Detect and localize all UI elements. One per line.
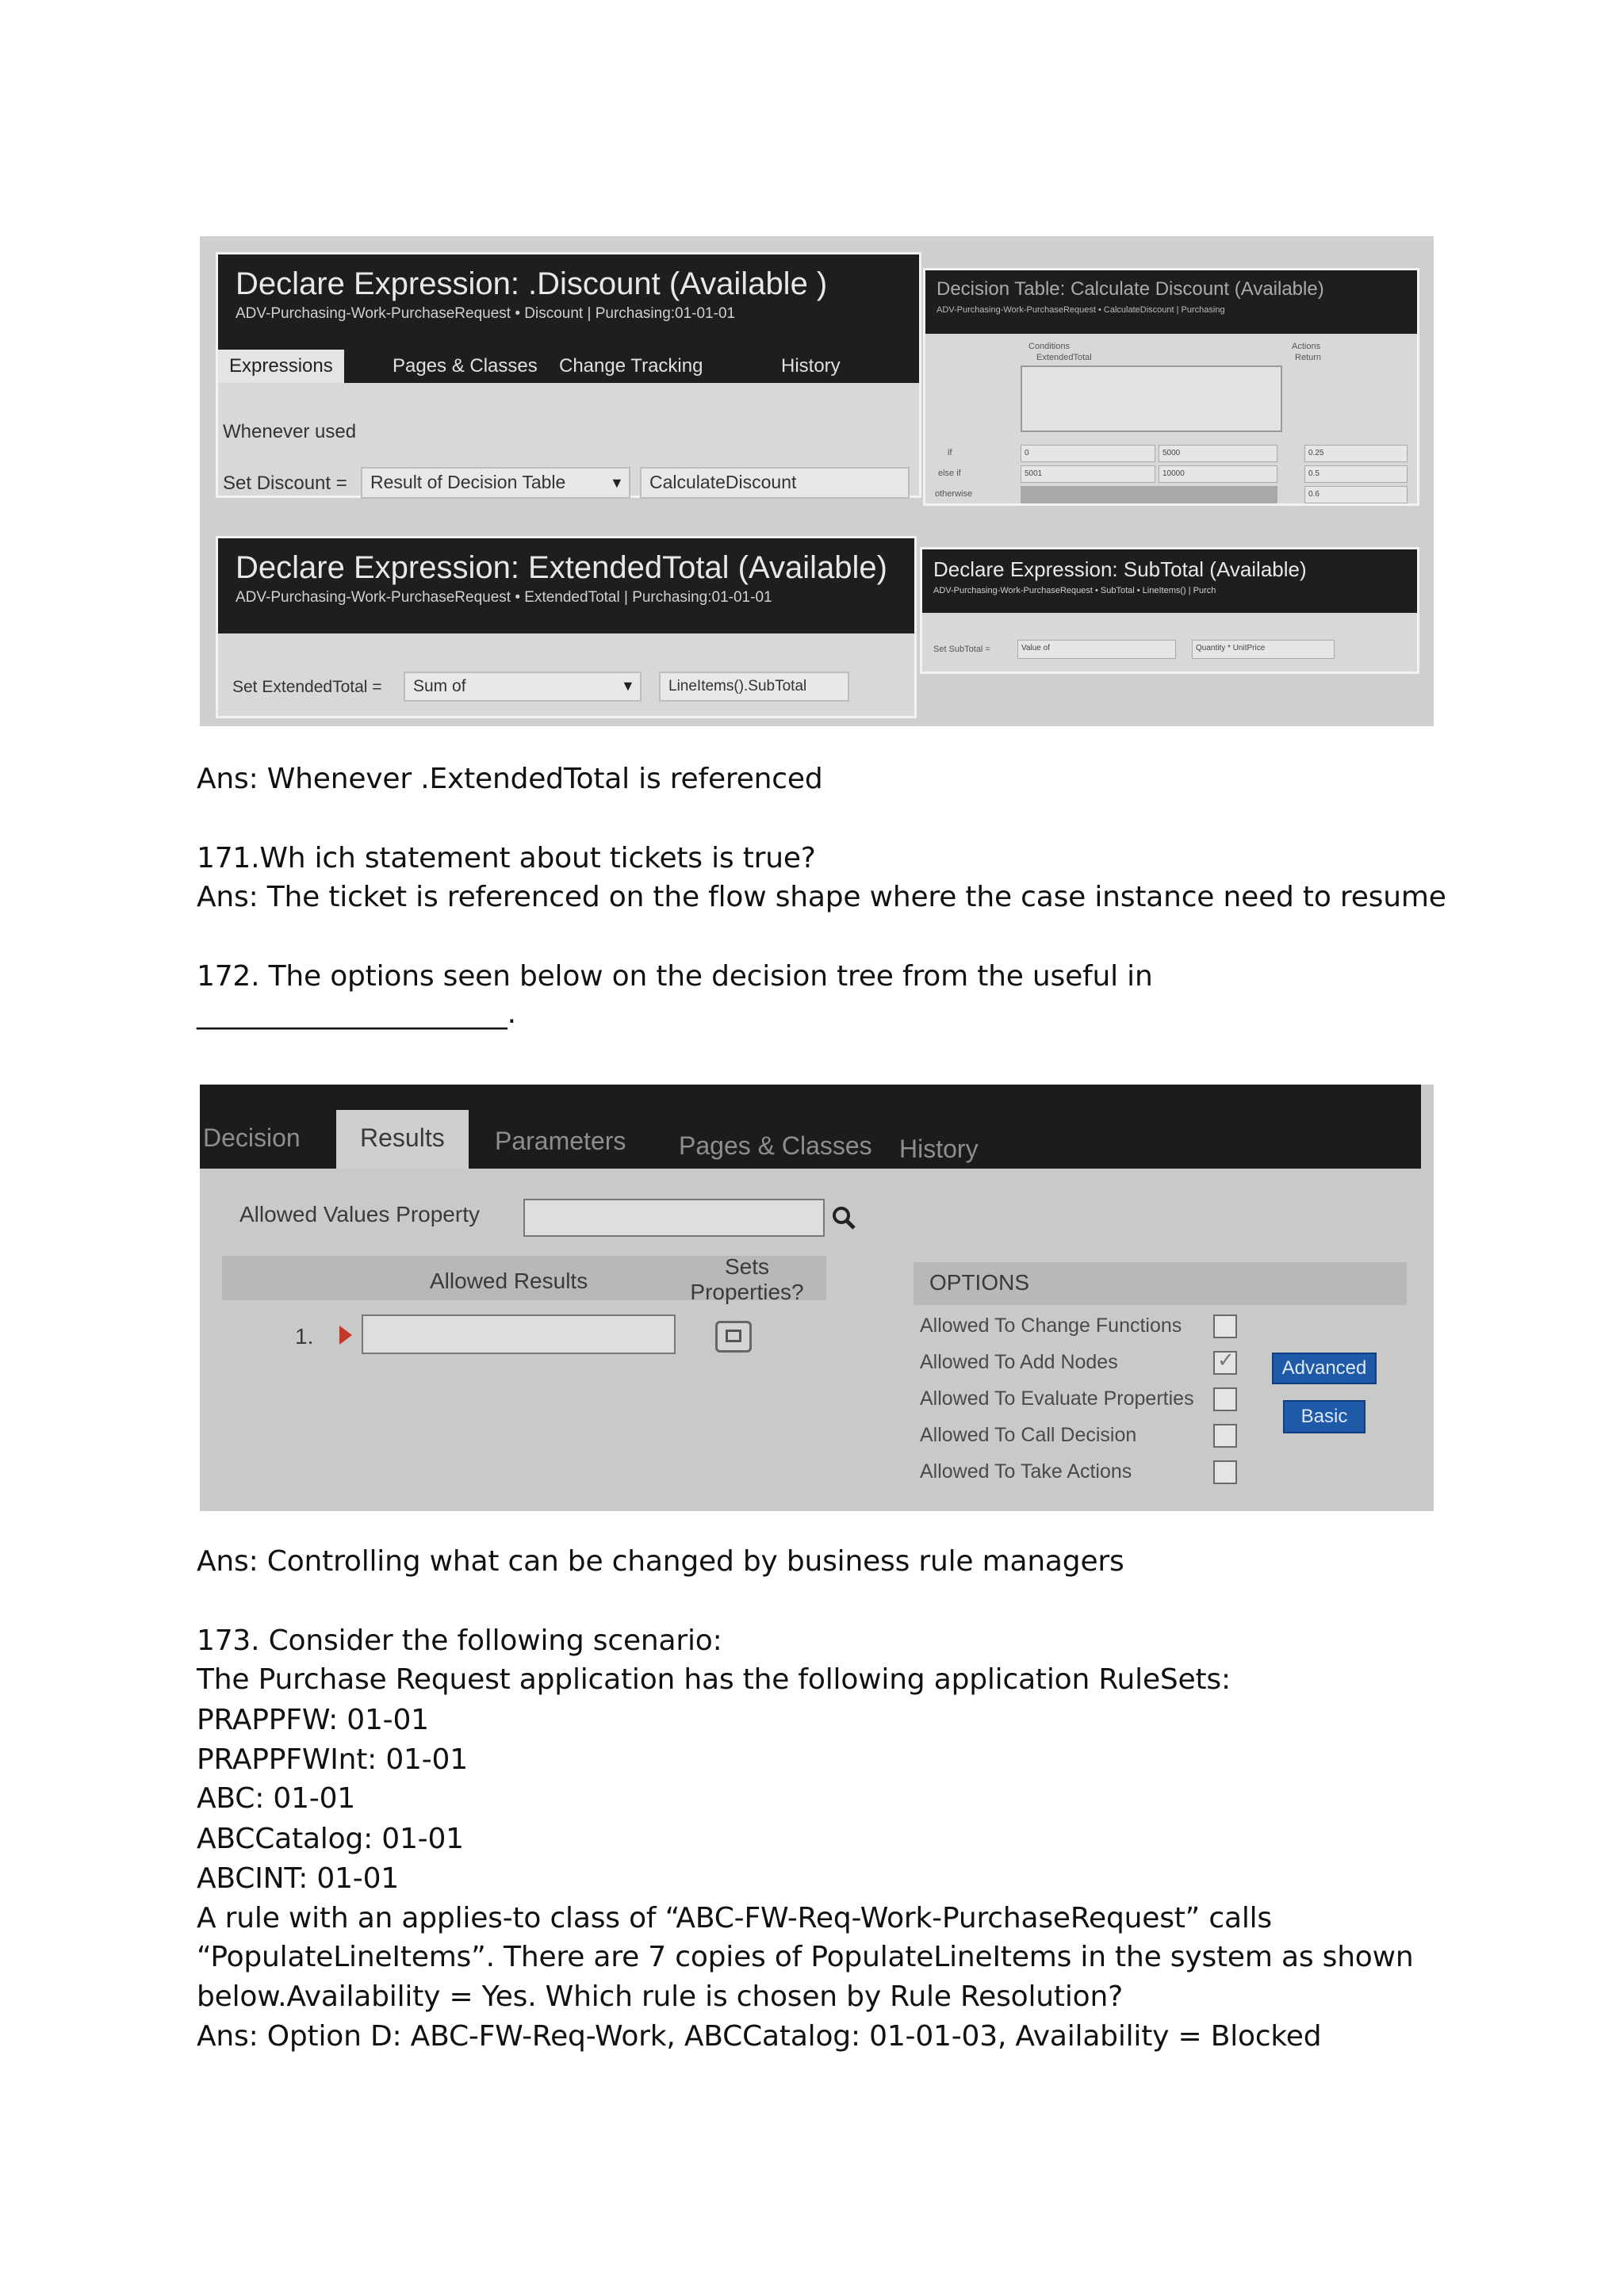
subtotal-panel-header — [922, 549, 1417, 613]
discount-panel-subtitle: ADV-Purchasing-Work-PurchaseRequest • Discount | Purchasing:01-01-01 — [236, 305, 736, 322]
square-icon — [726, 1330, 741, 1342]
advanced-button[interactable]: Advanced — [1272, 1353, 1377, 1384]
question-173: 173. Consider the following scenario: — [197, 1624, 722, 1657]
row-condition-label: else if — [938, 469, 961, 478]
tab-parameters[interactable]: Parameters — [495, 1127, 626, 1155]
options-header: OPTIONS — [929, 1270, 1030, 1295]
extended-panel-subtitle: ADV-Purchasing-Work-PurchaseRequest • ExtendedTotal | Purchasing:01-01-01 — [236, 589, 772, 606]
row-number: 1. — [295, 1324, 314, 1349]
extended-panel-header — [218, 538, 914, 633]
option-change-functions-checkbox[interactable] — [1213, 1314, 1237, 1338]
subtotal-panel — [920, 547, 1419, 674]
tab-change-tracking[interactable]: Change Tracking — [559, 355, 703, 377]
option-take-actions-checkbox[interactable] — [1213, 1460, 1237, 1484]
chevron-down-icon: ▼ — [621, 678, 635, 694]
row-expand-arrow[interactable] — [339, 1326, 352, 1345]
decision-table-subtitle: ADV-Purchasing-Work-PurchaseRequest • CalculateDiscount | Purchasing — [936, 305, 1225, 315]
ruleset-2: PRAPPFWInt: 01-01 — [197, 1743, 468, 1776]
tab-expressions[interactable]: Expressions — [218, 350, 344, 383]
discount-panel-title: Declare Expression: .Discount (Available ) — [236, 266, 828, 301]
extended-function-select[interactable]: Sum of — [404, 672, 642, 702]
row-condition-label: if — [948, 448, 952, 457]
rules-screenshot-decision-results — [200, 1085, 1434, 1511]
rules-screenshot-declare-expressions — [200, 236, 1434, 726]
subtotal-function-select[interactable]: Value of — [1017, 640, 1176, 659]
set-discount-label: Set Discount = — [223, 473, 347, 494]
option-evaluate-properties: Allowed To Evaluate Properties — [920, 1387, 1194, 1410]
conditions-label: Conditions — [1028, 342, 1070, 351]
table-row — [932, 465, 1415, 484]
sets-properties-button[interactable] — [715, 1321, 752, 1353]
row-from-cell[interactable]: 5001 — [1021, 465, 1155, 483]
return-label: Return — [1295, 353, 1322, 362]
discount-tab-bar — [218, 350, 919, 383]
discount-value-field[interactable]: CalculateDiscount — [640, 467, 910, 499]
whenever-label: Whenever used — [223, 421, 357, 442]
option-take-actions: Allowed To Take Actions — [920, 1460, 1132, 1483]
question-172: 172. The options seen below on the decision tree from the useful in — [197, 960, 1153, 993]
answer-text: Ans: Whenever .ExtendedTotal is referenced — [197, 763, 823, 795]
set-extended-label: Set ExtendedTotal = — [232, 678, 382, 696]
scenario-line-4: below.Availability = Yes. Which rule is chosen by Rule Resolution? — [197, 1980, 1123, 2013]
row-to-cell[interactable]: 5000 — [1159, 445, 1277, 462]
sets-properties-header: Sets Properties? — [690, 1254, 804, 1304]
extended-value-field[interactable]: LineItems().SubTotal — [659, 672, 849, 702]
ruleset-4: ABCCatalog: 01-01 — [197, 1823, 464, 1855]
allowed-results-header: Allowed Results — [430, 1269, 588, 1293]
table-grid — [1021, 365, 1282, 432]
allowed-values-label: Allowed Values Property — [239, 1202, 480, 1226]
scenario-line-3: “PopulateLineItems”. There are 7 copies of PopulateLineItems in the system as shown — [197, 1941, 1414, 1973]
table-row — [932, 445, 1415, 464]
option-add-nodes: Allowed To Add Nodes — [920, 1351, 1118, 1373]
row-return-cell[interactable]: 0.25 — [1304, 445, 1408, 462]
option-evaluate-properties-checkbox[interactable] — [1213, 1387, 1237, 1411]
tab-results[interactable]: Results — [336, 1110, 469, 1169]
decision-table-header — [925, 270, 1417, 334]
conditions-column: ExtendedTotal — [1036, 353, 1092, 362]
option-add-nodes-checkbox[interactable] — [1213, 1351, 1237, 1375]
tab-decision[interactable]: Decision — [203, 1123, 301, 1152]
question-171: 171.Wh ich statement about tickets is true? — [197, 842, 816, 874]
actions-label: Actions — [1292, 342, 1321, 351]
scenario-line-1: The Purchase Request application has the following application RuleSets: — [197, 1663, 1231, 1696]
tab-history[interactable]: History — [899, 1135, 979, 1163]
basic-button[interactable]: Basic — [1283, 1400, 1365, 1433]
extended-total-panel — [216, 536, 917, 718]
tab-pages-classes[interactable]: Pages & Classes — [393, 355, 538, 377]
decision-table-title: Decision Table: Calculate Discount (Available) — [936, 278, 1324, 300]
answer-172: Ans: Controlling what can be changed by business rule managers — [197, 1545, 1124, 1578]
allowed-result-input[interactable] — [362, 1314, 676, 1354]
row-otherwise-shade — [1021, 486, 1277, 503]
subtotal-panel-title: Declare Expression: SubTotal (Available) — [933, 557, 1307, 581]
subtotal-panel-subtitle: ADV-Purchasing-Work-PurchaseRequest • SubTotal • LineItems() | Purch — [933, 586, 1216, 595]
decision-tab-bar — [200, 1085, 1421, 1169]
row-condition-label: otherwise — [935, 489, 973, 499]
ruleset-3: ABC: 01-01 — [197, 1782, 356, 1815]
tab-pages-classes[interactable]: Pages & Classes — [679, 1131, 872, 1160]
ruleset-1: PRAPPFW: 01-01 — [197, 1704, 429, 1736]
row-return-cell[interactable]: 0.5 — [1304, 465, 1408, 483]
discount-panel-header — [218, 254, 919, 350]
row-to-cell[interactable]: 10000 — [1159, 465, 1277, 483]
scenario-line-2: A rule with an applies-to class of “ABC-FW-Req-Work-PurchaseRequest” calls — [197, 1902, 1272, 1934]
discount-function-select[interactable]: Result of Decision Table — [361, 467, 630, 499]
row-from-cell[interactable]: 0 — [1021, 445, 1155, 462]
chevron-down-icon: ▼ — [610, 475, 624, 491]
option-call-decision: Allowed To Call Decision — [920, 1424, 1137, 1446]
subtotal-value-field[interactable]: Quantity * UnitPrice — [1192, 640, 1335, 659]
question-172-blank: ______________________. — [197, 997, 516, 1030]
table-row — [932, 486, 1415, 505]
option-change-functions: Allowed To Change Functions — [920, 1314, 1182, 1337]
option-call-decision-checkbox[interactable] — [1213, 1424, 1237, 1448]
search-icon[interactable] — [829, 1203, 858, 1232]
decision-table-panel — [923, 268, 1419, 506]
tab-history[interactable]: History — [781, 355, 841, 377]
discount-expression-panel — [216, 252, 921, 498]
row-return-cell[interactable]: 0.6 — [1304, 486, 1408, 503]
set-subtotal-label: Set SubTotal = — [933, 645, 990, 654]
ruleset-5: ABCINT: 01-01 — [197, 1862, 399, 1895]
extended-panel-title: Declare Expression: ExtendedTotal (Available) — [236, 550, 887, 585]
allowed-values-input[interactable] — [523, 1199, 825, 1237]
answer-173: Ans: Option D: ABC-FW-Req-Work, ABCCatalog: 01-01-03, Availability = Blocked — [197, 2020, 1322, 2053]
answer-171: Ans: The ticket is referenced on the flow shape where the case instance need to resume — [197, 881, 1446, 913]
